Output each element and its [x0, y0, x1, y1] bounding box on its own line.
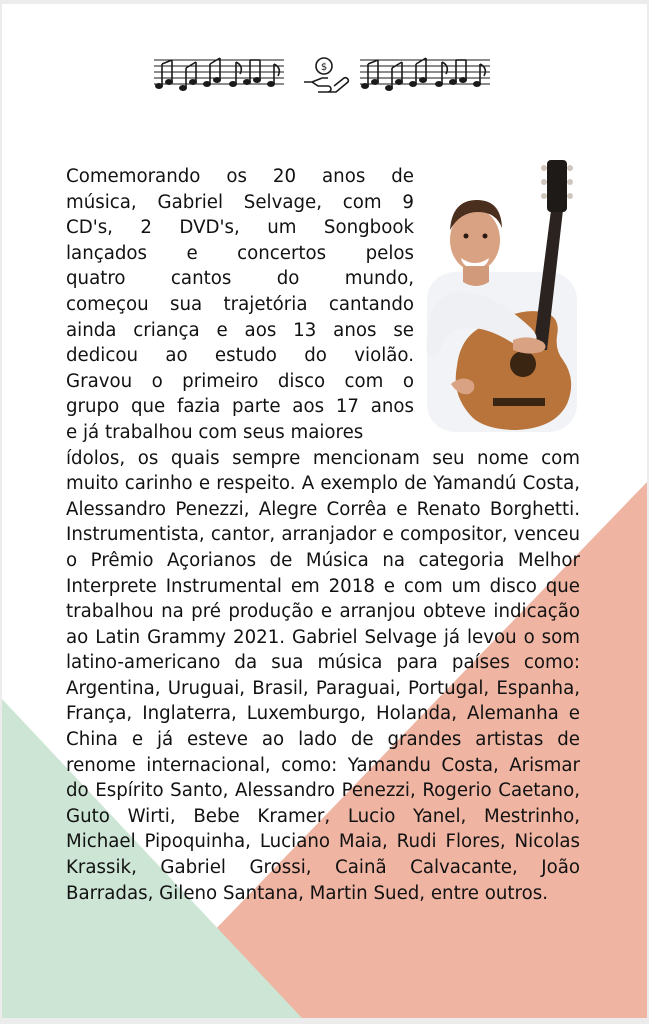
svg-text:$: $	[320, 62, 328, 73]
music-notes-staff-icon	[154, 58, 284, 91]
bio-intro-paragraph	[66, 164, 414, 446]
bio-line: e já trabalhou com seus maiores	[66, 421, 364, 443]
bio-line: música, Gabriel Selvage, com 9	[66, 191, 414, 213]
bio-text	[66, 164, 580, 906]
bio-line: começou sua trajetória cantando	[66, 293, 414, 315]
bio-line: ainda criança e aos 13 anos se	[66, 319, 414, 341]
music-notes-staff-icon	[360, 58, 490, 91]
bio-line: Gravou o primeiro disco com o	[66, 370, 414, 392]
bio-line: quatro cantos do mundo,	[66, 268, 414, 290]
bio-line: grupo que fazia parte aos 17 anos	[66, 396, 414, 418]
bio-continuation-paragraph: ídolos, os quais sempre mencionam seu nome com muito carinho e respeito. A exemplo de Yamandú Costa, Alessandro Penezzi, Alegre Corrêa e Renato Borghetti. Instrumentista, cantor, arranjador e compositor, venceu o Prêmio Açorianos de Música na categoria Melhor Interprete Instrumental em 2018 e com um disco que trabalhou na pré produção e arranjou obteve indicação ao Latin Grammy 2021. Gabriel Selvage já levou o som latino-americano da sua música para países como: Argentina, Uruguai, Brasil, Paraguai, Portugal, Espanha, França, Inglaterra, Luxemburgo, Holanda, Alemanha e China e já esteve ao lado de grandes artistas de renome internacional, como: Yamandu Costa, Arismar do Espírito Santo, Alessandro Penezzi, Rogerio Caetano, Guto Wirti, Bebe Kramer, Lucio Yanel, Mestrinho, Michael Pipoquinha, Luciano Maia, Rudi Flores, Nicolas Krassik, Gabriel Grossi, Cainã Calvacante, João Barradas, Gileno Santana, Martin Sued, entre outros.	[66, 447, 580, 904]
bio-line: lançados e concertos pelos	[66, 242, 414, 264]
bio-line: CD's, 2 DVD's, um Songbook	[66, 217, 414, 239]
bio-line: Comemorando os 20 anos de	[66, 166, 414, 187]
page	[2, 4, 647, 1018]
bio-line: dedicou ao estudo do violão.	[66, 345, 414, 367]
header-ornament	[152, 52, 492, 100]
hand-holding-coin-icon	[304, 58, 348, 92]
